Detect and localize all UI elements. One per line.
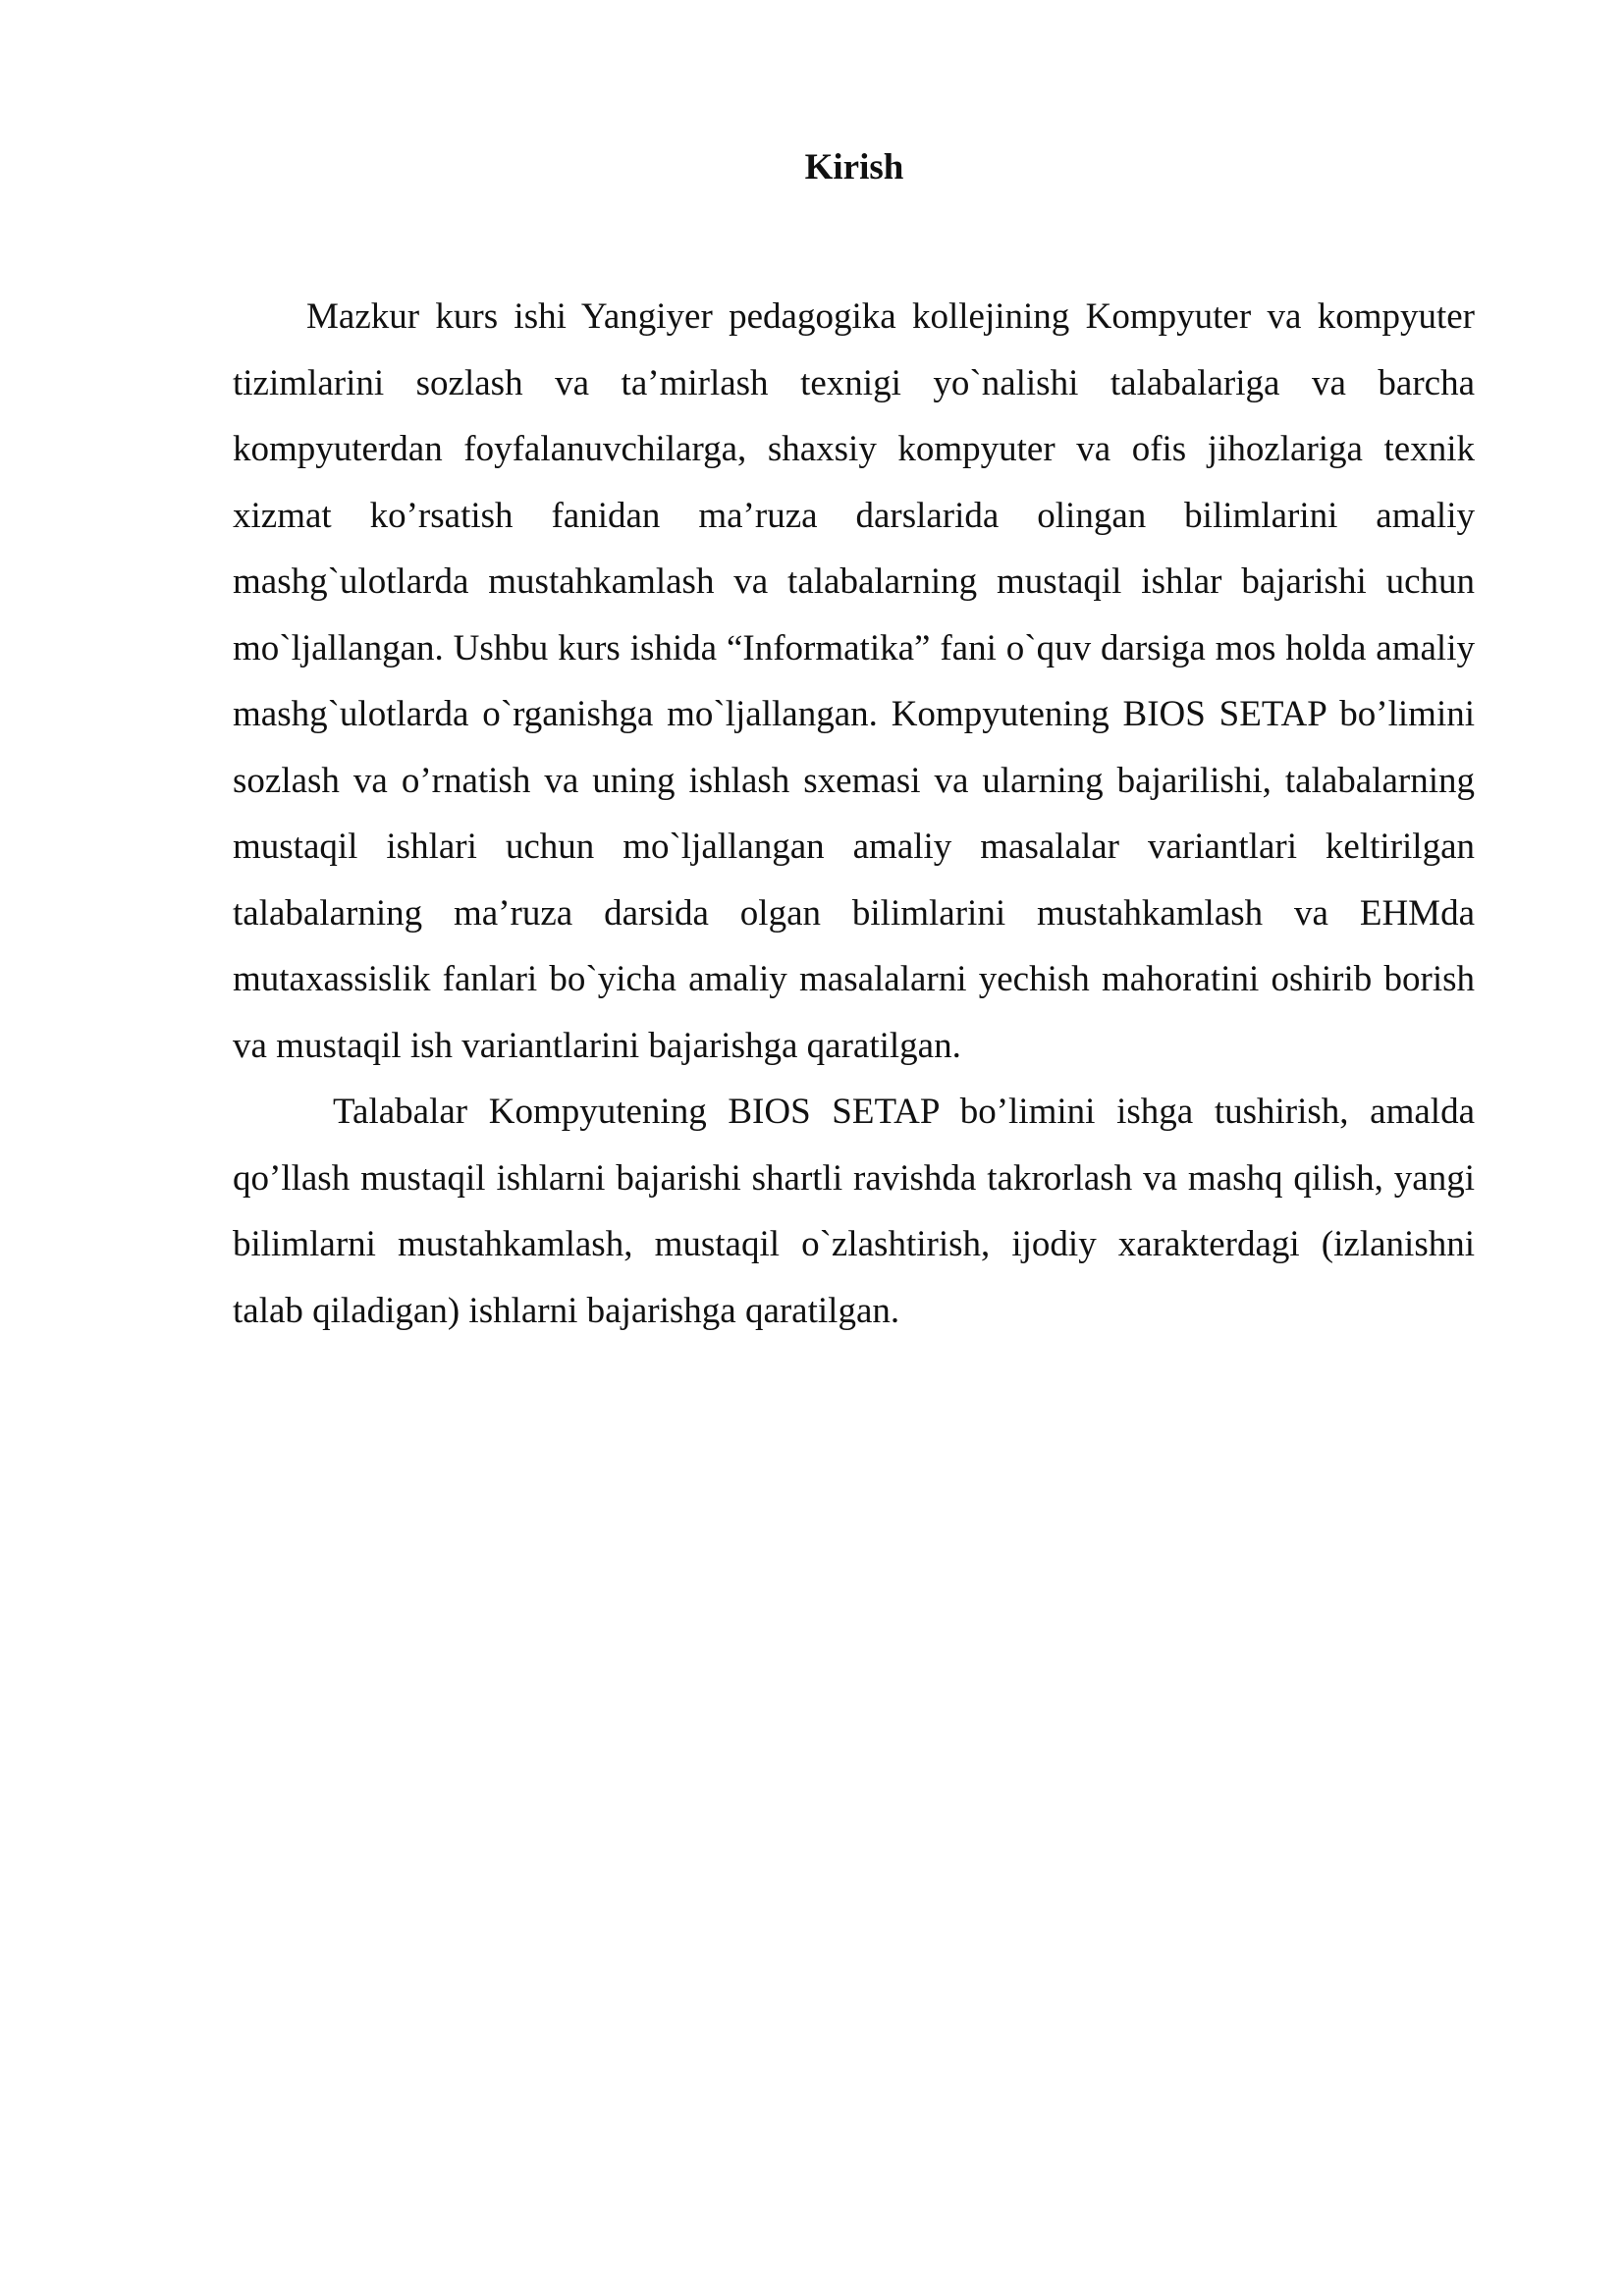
document-body <box>233 284 1475 1344</box>
paragraph-introduction: Mazkur kurs ishi Yangiyer pedagogika kollejining Kompyuter va kompyuter tizimlarini sozlash va ta’mirlash texnigi yo`nalishi talabalariga va barcha kompyuterdan foyfalanuvchilarga, shaxsiy kompyuter va ofis jihozlariga texnik xizmat ko’rsatish fanidan ma’ruza darslarida olingan bilimlarini amaliy mashg`ulotlarda mustahkamlash va talabalarning mustaqil ishlar bajarishi uchun mo`ljallangan. Ushbu kurs ishida “Informatika” fani o`quv darsiga mos holda amaliy mashg`ulotlarda o`rganishga mo`ljallangan. Kompyutening BIOS SETAP bo’limini sozlash va o’rnatish va uning ishlash sxemasi va ularning bajarilishi, talabalarning mustaqil ishlari uchun mo`ljallangan amaliy masalalar variantlari keltirilgan talabalarning ma’ruza darsida olgan bilimlarini mustahkamlash va EHMda mutaxassislik fanlari bo`yicha amaliy masalalarni yechish mahoratini oshirib borish va mustaqil ish variantlarini bajarishga qaratilgan. <box>233 296 1475 1066</box>
page-title: Kirish <box>804 147 904 187</box>
paragraph-students: Talabalar Kompyutening BIOS SETAP bo’limini ishga tushirish, amalda qo’llash mustaqil ishlarni bajarishi shartli ravishda takrorlash va mashq qilish, yangi bilimlarni mustahkamlash, mustaqil o`zlashtirish, ijodiy xarakterdagi (izlanishni talab qiladigan) ishlarni bajarishga qaratilgan. <box>233 1092 1475 1331</box>
